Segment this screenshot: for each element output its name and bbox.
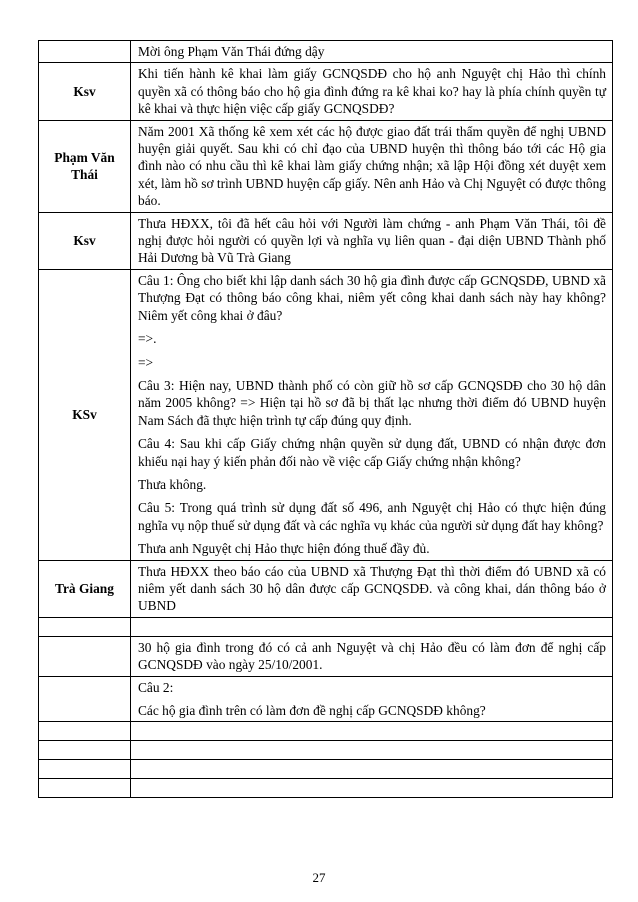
content-cell: [131, 41, 613, 63]
content-cell: [131, 722, 613, 741]
page-number: 27: [312, 870, 326, 885]
table-row: [39, 779, 613, 798]
speaker-cell: Ksv: [39, 212, 131, 269]
content-paragraph: =>: [138, 354, 154, 370]
content-paragraph: Thưa anh Nguyệt chị Hảo thực hiện đóng thuế đầy đủ.: [138, 541, 430, 557]
content-cell: [131, 212, 613, 269]
table-row: [39, 41, 613, 63]
table-row: [39, 212, 613, 269]
content-paragraph: Câu 4: Sau khi cấp Giấy chứng nhận quyền sử dụng đất, UBND có nhận được đơn khiếu nại hay ý kiến phản đối nào về việc cấp Giấy chứng nhận không?: [138, 436, 606, 469]
table-row: [39, 63, 613, 120]
content-paragraph: Câu 5: Trong quá trình sử dụng đất số 496, anh Nguyệt chị Hảo có thực hiện đúng nghĩa vụ nộp thuế sử dụng đất và các nghĩa vụ khác của người sử dụng đất hay không?: [138, 500, 606, 533]
content-cell: [131, 120, 613, 212]
speaker-cell: [39, 41, 131, 63]
table-row: [39, 120, 613, 212]
speaker-cell: [39, 636, 131, 676]
table-row: [39, 636, 613, 676]
content-cell: [131, 636, 613, 676]
table-row: [39, 760, 613, 779]
document-page: [38, 40, 613, 798]
table-row: [39, 676, 613, 722]
transcript-table: [38, 40, 613, 798]
speaker-cell: [39, 676, 131, 722]
speaker-cell: [39, 760, 131, 779]
content-paragraph: =>.: [138, 331, 157, 347]
content-paragraph: Mời ông Phạm Văn Thái đứng dậy: [138, 44, 325, 59]
content-paragraph: 30 hộ gia đình trong đó có cả anh Nguyệt và chị Hảo đều có làm đơn để nghị cấp GCNQSDĐ vào ngày 25/10/2001.: [138, 639, 606, 673]
content-cell: [131, 741, 613, 760]
content-cell: [131, 760, 613, 779]
content-cell: [131, 779, 613, 798]
speaker-cell: [39, 722, 131, 741]
table-row: [39, 722, 613, 741]
table-row: [39, 617, 613, 636]
content-paragraph: Năm 2001 Xã thống kê xem xét các hộ được giao đất trái thẩm quyền để nghị UBND huyện giải quyết. Sau khi có chỉ đạo của UBND huyện thì thông báo tới các Hộ gia đình nào có nhu cầu thì kê khai làm giấy chứng nhận; xã lập Hội đồng xét duyệt xem xét, làm hồ sơ trình UBND huyện cấp giấy. Nên anh Hảo và Chị Nguyệt có được thông báo.: [138, 123, 606, 209]
table-row: [39, 269, 613, 560]
content-paragraph: Khi tiến hành kê khai làm giấy GCNQSDĐ cho hộ anh Nguyệt chị Hảo thì chính quyền xã có thông báo cho hộ gia đình đứng ra kê khai ko? hay là phía chính quyền tự kê khai và thực hiện việc cấp giấy GCNQSDĐ?: [138, 66, 606, 117]
content-cell: [131, 676, 613, 722]
speaker-cell: [39, 741, 131, 760]
table-row: [39, 560, 613, 617]
speaker-cell: Trà Giang: [39, 560, 131, 617]
content-cell: [131, 63, 613, 120]
content-cell: [131, 617, 613, 636]
content-paragraph: Câu 1: Ông cho biết khi lập danh sách 30 hộ gia đình được cấp GCNQSDĐ, UBND xã Thượng Đạt có thông báo công khai, niêm yết công khai danh sách này hay không? Niêm yết công khai ở đâu?: [138, 272, 606, 323]
speaker-cell: Ksv: [39, 63, 131, 120]
content-paragraph: Câu 2:: [138, 679, 174, 695]
table-row: [39, 741, 613, 760]
speaker-cell: [39, 617, 131, 636]
content-paragraph: Thưa HĐXX, tôi đã hết câu hỏi với Người làm chứng - anh Phạm Văn Thái, tôi đề nghị được hỏi người có quyền lợi và nghĩa vụ liên quan - đại diện UBND Thành phố Hải Dương bà Vũ Trà Giang: [138, 215, 606, 266]
speaker-cell: KSv: [39, 269, 131, 560]
content-cell: [131, 269, 613, 560]
content-paragraph: Thưa HĐXX theo báo cáo của UBND xã Thượng Đạt thì thời điểm đó UBND xã có niêm yết danh sách 30 hộ dân được cấp GCNQSDĐ. và công khai, dán thông báo ở UBND: [138, 563, 606, 614]
content-paragraph: Thưa không.: [138, 476, 207, 492]
speaker-cell: Phạm Văn Thái: [39, 120, 131, 212]
content-paragraph: Câu 3: Hiện nay, UBND thành phố có còn giữ hồ sơ cấp GCNQSDĐ cho 30 hộ dân năm 2005 không? => Hiện tại hồ sơ đã bị thất lạc nhưng thời điểm đó UBND huyện Nam Sách đã thực hiện trình tự cấp đúng quy định.: [138, 377, 606, 428]
speaker-cell: [39, 779, 131, 798]
content-paragraph: Các hộ gia đình trên có làm đơn đề nghị cấp GCNQSDĐ không?: [138, 703, 486, 718]
content-cell: [131, 560, 613, 617]
